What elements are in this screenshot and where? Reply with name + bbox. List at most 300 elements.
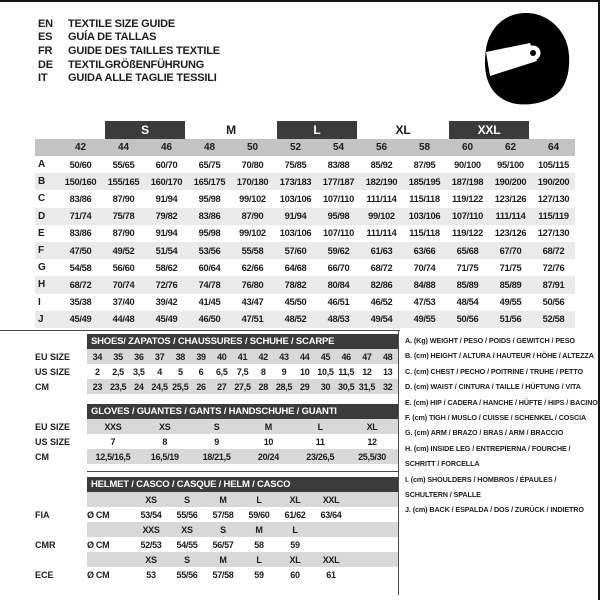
legend-item-e: E. (cm) HIP / CADERA / HANCHE / HÜFTE / HIPS / BACINO bbox=[405, 397, 598, 407]
value-cell: 25,5 bbox=[172, 381, 189, 392]
measurement-value: 95/98 bbox=[327, 211, 350, 222]
value-cell: 16,5/19 bbox=[150, 451, 179, 462]
value-cell: 20/24 bbox=[257, 451, 279, 462]
measurement-value: 37/40 bbox=[112, 297, 135, 308]
value-cell: 54/55 bbox=[176, 539, 198, 550]
value-cell: 23/26,5 bbox=[306, 451, 335, 462]
gloves-table bbox=[35, 404, 398, 464]
gloves-table-row-1 bbox=[35, 434, 398, 449]
measurement-value: 82/86 bbox=[370, 279, 393, 290]
value-cell: 59 bbox=[254, 569, 264, 580]
measurement-value: 91/94 bbox=[155, 228, 178, 239]
measurement-value: 72/76 bbox=[155, 279, 178, 290]
measurement-value: 49/55 bbox=[413, 314, 436, 325]
measurement-value: 105/115 bbox=[538, 159, 569, 170]
helmet-size-table-row-0 bbox=[35, 492, 398, 507]
measurement-value: 50/56 bbox=[542, 297, 565, 308]
value-cell: 43 bbox=[279, 351, 289, 362]
measurement-value: 177/187 bbox=[322, 176, 355, 187]
measurement-value: 45/50 bbox=[284, 297, 307, 308]
measurement-value: 115/118 bbox=[409, 228, 440, 239]
measurement-value: 127/130 bbox=[537, 193, 570, 204]
measurement-row-a bbox=[35, 156, 575, 173]
measurement-value: 65/68 bbox=[456, 245, 479, 256]
measurement-value: 91/94 bbox=[284, 211, 307, 222]
row-values bbox=[87, 349, 398, 364]
measurement-value: 107/110 bbox=[452, 211, 483, 222]
value-cell: 39 bbox=[196, 351, 206, 362]
language-title-list bbox=[38, 17, 220, 85]
measurement-value: 55/65 bbox=[112, 159, 135, 170]
value-cell: 52/53 bbox=[140, 539, 162, 550]
section-divider-horizontal-top bbox=[0, 330, 400, 331]
measurement-value: 72/76 bbox=[542, 262, 565, 273]
value-cell: 2 bbox=[95, 366, 100, 377]
row-values bbox=[87, 507, 398, 522]
measurement-value: 62/66 bbox=[241, 262, 264, 273]
size-column-64: 64 bbox=[547, 142, 560, 153]
language-title-text: GUÍA DE TALLAS bbox=[68, 31, 157, 44]
size-column-58: 58 bbox=[418, 142, 431, 153]
value-cell: Ø CM bbox=[87, 509, 110, 520]
row-label: CMR bbox=[35, 539, 56, 550]
measurement-value: 57/60 bbox=[284, 245, 307, 256]
value-cell: 12 bbox=[367, 436, 377, 447]
measurement-value: 87/95 bbox=[413, 159, 436, 170]
shoes-table bbox=[35, 334, 398, 394]
measurement-row-g bbox=[35, 259, 575, 276]
row-letter: D bbox=[38, 210, 46, 222]
measurement-value: 107/110 bbox=[323, 228, 354, 239]
value-cell: 30,5 bbox=[338, 381, 355, 392]
value-cell: 59/60 bbox=[248, 509, 270, 520]
measurement-value: 107/110 bbox=[323, 193, 354, 204]
measurement-value: 49/55 bbox=[499, 297, 522, 308]
measurement-value: 56/60 bbox=[112, 262, 135, 273]
value-cell: 55/56 bbox=[176, 509, 198, 520]
measurement-value: 46/50 bbox=[198, 314, 221, 325]
measurement-value: 76/80 bbox=[241, 279, 264, 290]
value-cell: 58 bbox=[254, 539, 264, 550]
value-cell: 24 bbox=[134, 381, 144, 392]
value-cell: 31,5 bbox=[358, 381, 376, 392]
measurement-value: 103/106 bbox=[279, 228, 312, 239]
measurement-value: 60/64 bbox=[198, 262, 221, 273]
measurement-value: 59/62 bbox=[327, 245, 350, 256]
measurement-value: 48/53 bbox=[327, 314, 350, 325]
value-cell: 23 bbox=[92, 381, 103, 392]
value-cell: 53 bbox=[146, 569, 156, 580]
value-cell: 25,5/30 bbox=[358, 451, 387, 462]
measurement-value: 87/90 bbox=[112, 193, 135, 204]
measurement-value: 79/82 bbox=[155, 211, 178, 222]
size-number-row bbox=[35, 139, 575, 156]
value-cell: XL bbox=[366, 421, 378, 432]
value-cell: 27,5 bbox=[234, 381, 251, 392]
measurement-value: 99/102 bbox=[239, 228, 266, 239]
helmet-size-table-title: HELMET / CASCO / CASQUE / HELM / CASCO bbox=[87, 477, 398, 492]
value-cell: XL bbox=[289, 554, 301, 565]
measurement-value: 95/98 bbox=[198, 228, 221, 239]
row-letter: G bbox=[38, 262, 46, 274]
measurement-value: 85/89 bbox=[456, 279, 479, 290]
measurement-value: 150/160 bbox=[64, 176, 97, 187]
measurement-value: 190/200 bbox=[494, 176, 527, 187]
helmet-size-table bbox=[35, 477, 398, 582]
value-cell: XL bbox=[289, 494, 301, 505]
measurement-value: 173/183 bbox=[279, 176, 312, 187]
legend-item-i: I. (cm) SHOULDERS / HOMBROS / ÉPAULES / SCHULTERN / SPALLE bbox=[405, 474, 557, 500]
helmet-size-table-row-4 bbox=[35, 552, 398, 567]
measurement-value: 103/106 bbox=[408, 211, 441, 222]
row-values bbox=[87, 419, 398, 434]
row-values bbox=[87, 449, 398, 464]
legend-item-a: A. (Kg) WEIGHT / PESO / POIDS / GEWITCH / PESO bbox=[405, 336, 575, 345]
value-cell: 11,5 bbox=[338, 366, 355, 377]
measurement-value: 83/86 bbox=[69, 193, 92, 204]
gloves-table-row-0 bbox=[35, 419, 398, 434]
measurement-row-c bbox=[35, 190, 575, 207]
value-cell: M bbox=[219, 554, 227, 565]
row-label bbox=[35, 492, 87, 507]
value-cell: L bbox=[256, 554, 262, 565]
section-divider-vertical bbox=[398, 331, 399, 595]
value-cell: 56/57 bbox=[212, 539, 234, 550]
measurement-value: 70/74 bbox=[413, 262, 436, 273]
value-cell: 8 bbox=[162, 436, 168, 447]
measurement-value: 80/84 bbox=[327, 279, 350, 290]
measurement-value: 48/52 bbox=[284, 314, 307, 325]
value-cell: M bbox=[255, 524, 263, 535]
language-title-es bbox=[38, 31, 220, 45]
measurement-value: 68/72 bbox=[370, 262, 393, 273]
measurement-rows bbox=[35, 156, 575, 328]
value-cell: 2,5 bbox=[112, 366, 124, 377]
value-cell: 44 bbox=[300, 351, 310, 362]
value-cell: 10,5 bbox=[317, 366, 334, 377]
value-cell: 13 bbox=[382, 366, 393, 377]
legend-item-h: H. (cm) INSIDE LEG / ENTREPIERNA / FOURCHE / SCHRITT / FORCELLA bbox=[405, 443, 571, 469]
language-code: IT bbox=[38, 72, 48, 85]
measurement-value: 66/70 bbox=[327, 262, 350, 273]
value-cell: S bbox=[184, 554, 190, 565]
size-column-56: 56 bbox=[375, 142, 388, 153]
value-cell: 3,5 bbox=[133, 366, 145, 377]
shoes-table-title: SHOES/ ZAPATOS / CHAUSSURES / SCHUHE / SCARPE bbox=[87, 334, 398, 349]
row-label: FIA bbox=[35, 509, 50, 520]
row-letter: I bbox=[38, 296, 41, 308]
measurement-value: 75/85 bbox=[284, 159, 307, 170]
value-cell: XXS bbox=[104, 421, 122, 432]
value-cell: XS bbox=[159, 421, 171, 432]
language-code: EN bbox=[38, 17, 53, 30]
row-label bbox=[35, 552, 87, 567]
row-values bbox=[87, 567, 398, 582]
page-top-border bbox=[0, 0, 600, 2]
legend-item-c: C. (cm) CHEST / PECHO / POITRINE / TRUHE / PETTO bbox=[405, 366, 583, 376]
measurement-value: 45/49 bbox=[69, 314, 92, 325]
measurement-value: 71/75 bbox=[456, 262, 479, 273]
value-cell: 29 bbox=[300, 381, 310, 392]
measurement-row-d bbox=[35, 208, 575, 225]
measurement-value: 90/100 bbox=[454, 159, 481, 170]
value-cell: 53/54 bbox=[140, 509, 162, 520]
language-title-de bbox=[38, 58, 220, 72]
language-title-en bbox=[38, 17, 220, 31]
value-cell: 57/58 bbox=[212, 509, 234, 520]
measurement-value: 39/42 bbox=[155, 297, 178, 308]
measurement-row-e bbox=[35, 225, 575, 242]
measurement-value: 119/122 bbox=[452, 193, 483, 204]
language-code: FR bbox=[38, 44, 53, 57]
measurement-value: 48/54 bbox=[456, 297, 479, 308]
size-column-42: 42 bbox=[74, 142, 87, 153]
row-label: EU SIZE bbox=[35, 421, 71, 432]
measurement-value: 119/122 bbox=[452, 228, 483, 239]
size-group-l: L bbox=[277, 121, 357, 139]
measurement-value: 160/170 bbox=[150, 176, 183, 187]
measurement-row-h bbox=[35, 276, 575, 293]
helmet-size-table-row-2 bbox=[35, 522, 398, 537]
measurement-value: 47/53 bbox=[413, 297, 436, 308]
row-label: CM bbox=[35, 381, 49, 392]
value-cell: 30 bbox=[320, 381, 331, 392]
measurement-value: 46/51 bbox=[327, 297, 350, 308]
helmet-size-table-row-1 bbox=[35, 507, 398, 522]
size-column-52: 52 bbox=[289, 142, 302, 153]
value-cell: M bbox=[264, 421, 272, 432]
measurement-value: 115/119 bbox=[538, 211, 569, 222]
measurement-value: 49/54 bbox=[370, 314, 393, 325]
measurement-value: 68/72 bbox=[542, 245, 565, 256]
size-group-spacer bbox=[532, 121, 575, 139]
value-cell: 6 bbox=[198, 366, 204, 377]
value-cell: XS bbox=[145, 554, 157, 565]
size-group-xl: XL bbox=[395, 123, 411, 137]
value-cell: Ø CM bbox=[87, 539, 110, 550]
value-cell: 60 bbox=[290, 569, 300, 580]
size-group-header-row bbox=[35, 121, 575, 139]
row-letter: F bbox=[38, 245, 45, 257]
measurement-value: 103/106 bbox=[279, 193, 312, 204]
size-group-spacer bbox=[35, 121, 102, 139]
value-cell: L bbox=[317, 421, 323, 432]
gloves-table-row-2 bbox=[35, 449, 398, 464]
section-divider-horizontal-bottom bbox=[87, 471, 398, 472]
measurement-value: 35/38 bbox=[69, 297, 92, 308]
row-letter: J bbox=[38, 313, 44, 325]
value-cell: 32 bbox=[382, 381, 393, 392]
value-cell: 9 bbox=[281, 366, 287, 377]
measurement-value: 41/45 bbox=[198, 297, 221, 308]
measurement-value: 78/82 bbox=[284, 279, 307, 290]
row-letter: H bbox=[38, 279, 46, 291]
measurement-legend bbox=[405, 333, 600, 518]
value-cell: S bbox=[184, 494, 190, 505]
measurement-value: 51/54 bbox=[155, 245, 178, 256]
language-title-text: GUIDE DES TAILLES TEXTILE bbox=[68, 44, 220, 57]
measurement-value: 50/60 bbox=[69, 159, 92, 170]
size-column-48: 48 bbox=[203, 142, 216, 153]
value-cell: XS bbox=[181, 524, 193, 535]
value-cell: 42 bbox=[258, 351, 268, 362]
value-cell: 38 bbox=[175, 351, 186, 362]
value-cell: 37 bbox=[154, 351, 165, 362]
value-cell: 12 bbox=[362, 366, 372, 377]
measurement-value: 70/74 bbox=[112, 279, 135, 290]
row-letter: B bbox=[38, 176, 46, 188]
measurement-value: 123/126 bbox=[494, 193, 527, 204]
gloves-table-title: GLOVES / GUANTES / GANTS / HANDSCHUHE / GUANTI bbox=[87, 404, 398, 419]
shoes-table-row-2 bbox=[35, 379, 398, 394]
value-cell: 41 bbox=[237, 351, 248, 362]
measurement-value: 43/47 bbox=[241, 297, 264, 308]
language-title-text: GUIDA ALLE TAGLIE TESSILI bbox=[68, 72, 217, 85]
row-values bbox=[87, 552, 398, 567]
value-cell: 10 bbox=[300, 366, 310, 377]
measurement-value: 85/89 bbox=[499, 279, 522, 290]
legend-item-g: G. (cm) ARM / BRAZO / BRAS / ARM / BRACCIO bbox=[405, 428, 564, 438]
shoes-table-row-0 bbox=[35, 349, 398, 364]
value-cell: XS bbox=[145, 494, 157, 505]
value-cell: 23,5 bbox=[109, 381, 127, 392]
measurement-value: 190/200 bbox=[537, 176, 570, 187]
helmet-size-table-row-3 bbox=[35, 537, 398, 552]
legend-item-d: D. (cm) WAIST / CINTURA / TAILLE / HÜFTUNG / VITA bbox=[405, 382, 581, 392]
value-cell: 7 bbox=[110, 436, 116, 447]
size-column-60: 60 bbox=[461, 142, 474, 153]
row-label: EU SIZE bbox=[35, 351, 71, 362]
measurement-value: 58/62 bbox=[155, 262, 178, 273]
measurement-value: 60/70 bbox=[155, 159, 178, 170]
value-cell: 63/64 bbox=[320, 509, 342, 520]
measurement-value: 87/90 bbox=[241, 211, 264, 222]
language-title-it bbox=[38, 71, 220, 85]
row-label: US SIZE bbox=[35, 366, 71, 377]
size-group-s: S bbox=[105, 121, 185, 139]
value-cell: XXL bbox=[322, 554, 340, 565]
measurement-value: 67/70 bbox=[499, 245, 522, 256]
value-cell: 7,5 bbox=[236, 366, 249, 377]
value-cell: 24,5 bbox=[151, 381, 168, 392]
measurement-value: 115/118 bbox=[409, 193, 440, 204]
measurement-value: 91/94 bbox=[155, 193, 178, 204]
value-cell: 61/62 bbox=[284, 509, 306, 520]
size-column-54: 54 bbox=[332, 142, 345, 153]
helmet-size-table-row-5 bbox=[35, 567, 398, 582]
measurement-value: 47/51 bbox=[241, 314, 264, 325]
value-cell: L bbox=[292, 524, 298, 535]
value-cell: S bbox=[220, 524, 226, 535]
value-cell: 11 bbox=[315, 436, 325, 447]
measurement-value: 87/91 bbox=[542, 279, 565, 290]
size-group-xxl: XXL bbox=[449, 121, 529, 139]
row-values bbox=[87, 379, 398, 394]
size-column-44: 44 bbox=[117, 142, 130, 153]
measurement-value: 51/56 bbox=[499, 314, 522, 325]
value-cell: 5 bbox=[177, 366, 183, 377]
measurement-row-f bbox=[35, 242, 575, 259]
measurement-value: 83/86 bbox=[69, 228, 92, 239]
value-cell: 57/58 bbox=[212, 569, 234, 580]
row-letter: E bbox=[38, 227, 45, 239]
language-code: DE bbox=[38, 58, 53, 71]
row-values bbox=[87, 492, 398, 507]
measurement-value: 70/80 bbox=[241, 159, 264, 170]
value-cell: 18/21,5 bbox=[202, 451, 231, 462]
value-cell: 4 bbox=[157, 366, 162, 377]
value-cell: 59 bbox=[290, 539, 300, 550]
value-cell: 6,5 bbox=[215, 366, 228, 377]
row-label: CM bbox=[35, 451, 49, 462]
value-cell: 28 bbox=[258, 381, 268, 392]
row-values bbox=[87, 434, 398, 449]
measurement-value: 84/88 bbox=[413, 279, 436, 290]
textile-size-table bbox=[35, 121, 575, 328]
value-cell: 27 bbox=[217, 381, 227, 392]
legend-item-f: F. (cm) TIGH / MUSLO / CUISSE / SCHENKEL / COSCIA bbox=[405, 413, 587, 423]
measurement-value: 46/52 bbox=[370, 297, 393, 308]
measurement-value: 127/130 bbox=[537, 228, 570, 239]
measurement-value: 83/86 bbox=[198, 211, 221, 222]
value-cell: XXS bbox=[142, 524, 160, 535]
measurement-value: 55/58 bbox=[241, 245, 264, 256]
measurement-value: 74/78 bbox=[198, 279, 221, 290]
value-cell: Ø CM bbox=[87, 569, 110, 580]
legend-item-j: J. (cm) BACK / ESPALDA / DOS / ZURÜCK / INDIETRO bbox=[405, 505, 584, 515]
measurement-row-j bbox=[35, 311, 575, 328]
value-cell: 28,5 bbox=[275, 381, 293, 392]
value-cell: 46 bbox=[341, 351, 351, 362]
measurement-value: 44/48 bbox=[112, 314, 135, 325]
value-cell: 10 bbox=[263, 436, 274, 447]
measurement-row-i bbox=[35, 294, 575, 311]
measurement-value: 87/90 bbox=[112, 228, 135, 239]
value-cell: 34 bbox=[92, 351, 103, 362]
measurement-value: 85/92 bbox=[370, 159, 393, 170]
measurement-value: 111/114 bbox=[366, 193, 397, 204]
measurement-value: 71/74 bbox=[69, 211, 92, 222]
measurement-value: 123/126 bbox=[494, 228, 527, 239]
measurement-value: 54/58 bbox=[69, 262, 92, 273]
size-column-62: 62 bbox=[504, 142, 517, 153]
measurement-value: 45/49 bbox=[155, 314, 178, 325]
measurement-value: 95/98 bbox=[198, 193, 221, 204]
measurement-value: 165/175 bbox=[193, 176, 226, 187]
value-cell: 61 bbox=[326, 569, 336, 580]
measurement-value: 52/58 bbox=[542, 314, 565, 325]
measurement-value: 155/165 bbox=[107, 176, 140, 187]
measurement-row-b bbox=[35, 173, 575, 190]
measurement-value: 95/100 bbox=[497, 159, 524, 170]
measurement-value: 63/66 bbox=[413, 245, 436, 256]
measurement-value: 49/52 bbox=[112, 245, 135, 256]
language-code: ES bbox=[38, 31, 53, 44]
language-title-text: TEXTILE SIZE GUIDE bbox=[68, 17, 176, 30]
value-cell: M bbox=[219, 494, 227, 505]
measurement-value: 187/198 bbox=[451, 176, 484, 187]
language-title-text: TEXTILGRÖßENFÜHRUNG bbox=[68, 58, 205, 71]
value-cell: 55/56 bbox=[176, 569, 198, 580]
measurement-value: 182/190 bbox=[365, 176, 398, 187]
value-cell: 36 bbox=[134, 351, 144, 362]
measurement-value: 68/72 bbox=[69, 279, 92, 290]
value-cell: 47 bbox=[362, 351, 372, 362]
value-cell: 40 bbox=[217, 351, 227, 362]
value-cell: 48 bbox=[382, 351, 393, 362]
measurement-value: 50/56 bbox=[456, 314, 479, 325]
measurement-value: 61/63 bbox=[370, 245, 393, 256]
